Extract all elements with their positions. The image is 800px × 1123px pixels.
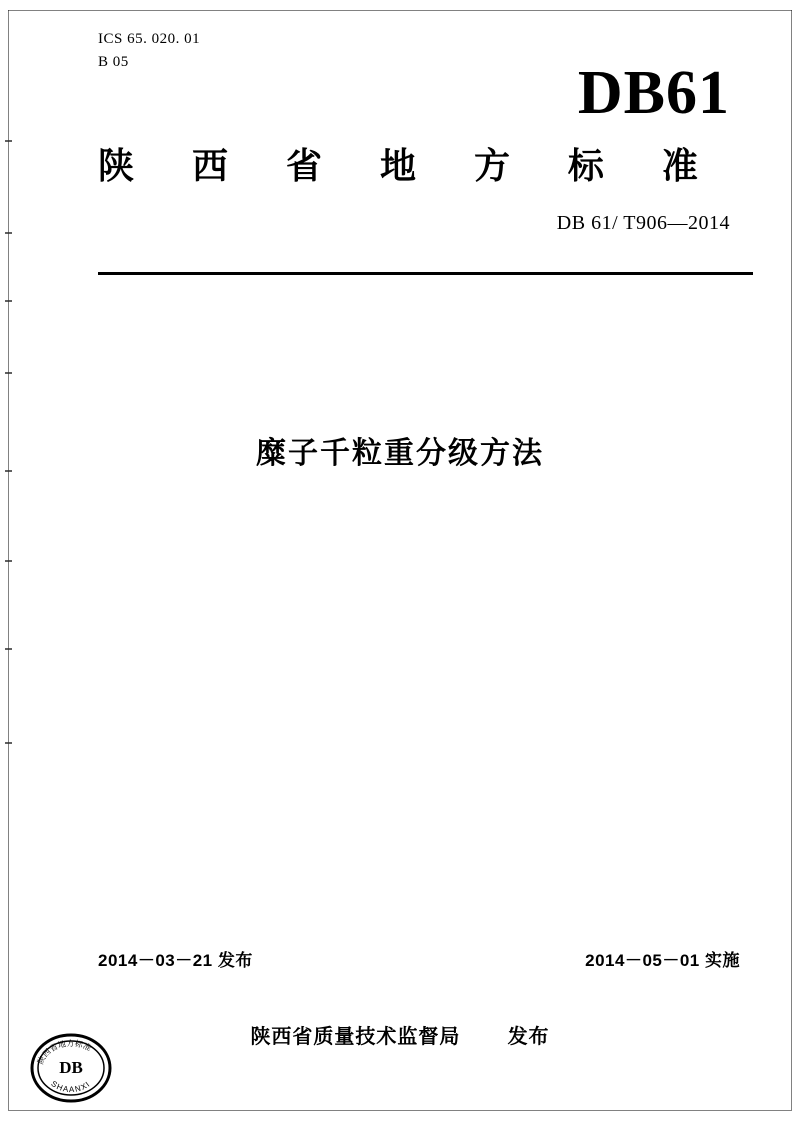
- issuing-authority-title: [98, 138, 698, 189]
- page-border-top: [8, 10, 792, 11]
- page-border-right: [791, 10, 792, 1110]
- title-char: 方: [473, 145, 510, 186]
- title-char: 准: [661, 145, 698, 186]
- title-char: 地: [379, 145, 416, 186]
- date-row: [98, 946, 740, 971]
- title-char: 省: [285, 145, 322, 186]
- ics-classification-block: [98, 28, 200, 73]
- publisher-action: 发布: [507, 1026, 550, 1048]
- classification-code: B 05: [98, 53, 129, 70]
- page-border-bottom: [8, 1110, 792, 1111]
- scan-tick-mark: [5, 648, 12, 650]
- svg-text:DB: DB: [59, 1058, 83, 1077]
- implementation-date: 2014－05－01 实施: [585, 951, 740, 970]
- title-char: 西: [191, 145, 228, 186]
- scan-tick-mark: [5, 300, 12, 302]
- publisher-name: 陕西省质量技术监督局: [250, 1026, 461, 1048]
- scan-tick-mark: [5, 742, 12, 744]
- page-title: 糜子千粒重分级方法: [256, 437, 544, 470]
- scan-tick-mark: [5, 232, 12, 234]
- publisher-line: [0, 1020, 800, 1049]
- header-divider: [98, 272, 753, 275]
- ics-code: ICS 65. 020. 01: [98, 31, 201, 47]
- title-char: 标: [567, 145, 604, 186]
- scan-tick-mark: [5, 372, 12, 374]
- title-char: 陕: [98, 145, 135, 186]
- svg-text:陕西省地方标准: 陕西省地方标准: [35, 1038, 93, 1066]
- standard-mark: DB61: [577, 59, 730, 127]
- standard-number: DB 61/ T906—2014: [556, 212, 730, 234]
- svg-text:SHAANXI: SHAANXI: [49, 1079, 93, 1095]
- scan-tick-mark: [5, 140, 12, 142]
- official-seal-icon: [30, 1032, 112, 1104]
- release-date: 2014－03－21 发布: [98, 951, 253, 970]
- scan-tick-mark: [5, 560, 12, 562]
